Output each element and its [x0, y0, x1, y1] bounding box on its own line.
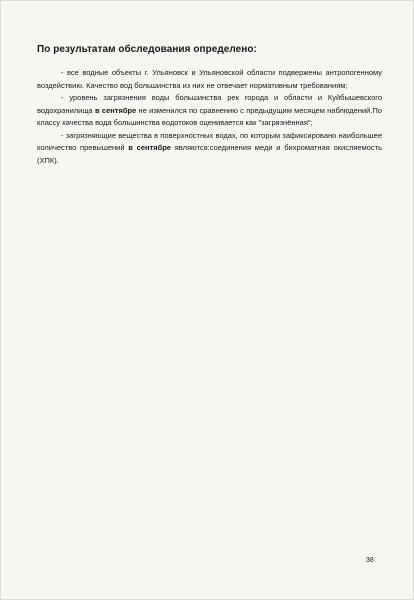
finding-paragraph-1 [37, 67, 382, 92]
finding-paragraph-2 [37, 92, 382, 130]
finding-2-text-before: - уровень загрязнения воды большинства рек города и области и Куйбышевского водохранилища [37, 93, 382, 115]
findings-body [37, 67, 382, 167]
section-heading: По результатам обследования определено: [37, 44, 257, 55]
finding-1-text: - все водные объекты г. Ульяновск и Ульяновской области подвержены антропогенному воздействию. Качество вод большинства из них не отвечает нормативным требованиям; [37, 68, 382, 90]
finding-2-text-after: не изменился по сравнению с предыдущим месяцем наблюдений.По классу качества вода большинства водотоков оценивается как "загрязнённая"; [37, 105, 382, 127]
finding-paragraph-3 [37, 130, 382, 168]
finding-3-text-before: - загрязняющие вещества в поверхностных водах, по которым зафиксировано наибольшее количество превышений [37, 130, 382, 152]
finding-3-bold-month: в сентябре [128, 143, 171, 152]
finding-2-bold-month: в сентябре [95, 105, 137, 115]
finding-3-text-after: являются:соединения меди и бихроматная окисляемость (ХПК). [37, 143, 382, 165]
page-number: 38 [366, 557, 374, 564]
